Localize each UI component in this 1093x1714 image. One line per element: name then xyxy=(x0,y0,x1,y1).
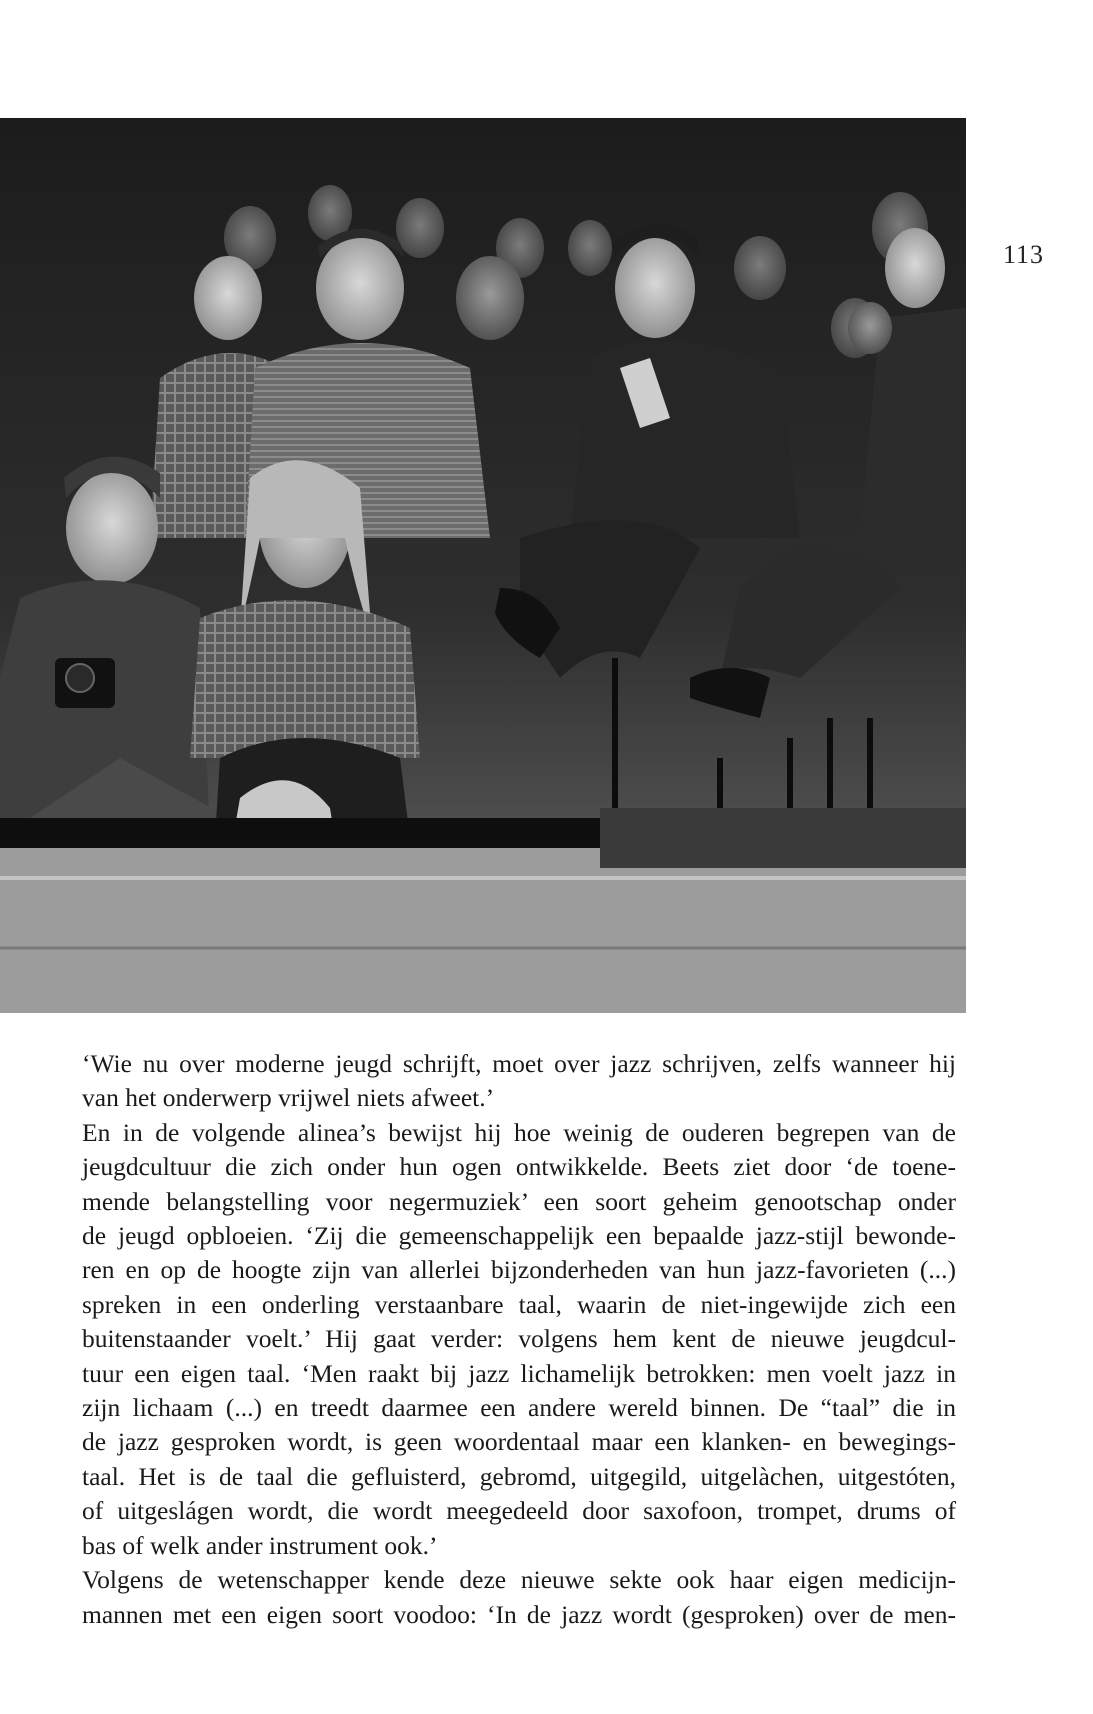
text-line: mannen met een eigen soort voodoo: ‘In de jazz wordt (gesproken) over de men- xyxy=(82,1599,956,1629)
photo-audience-icon xyxy=(0,118,966,1013)
body-text xyxy=(82,1047,956,1632)
text-line: tuur een eigen taal. ‘Men raakt bij jazz lichamelijk betrokken: men voelt jazz in xyxy=(82,1358,956,1388)
text-line: taal. Het is de taal die gefluisterd, gebromd, uitgegild, uitgelàchen, uitgestóten, xyxy=(82,1461,956,1491)
text-line: de jeugd opbloeien. ‘Zij die gemeenschappelijk een bepaalde jazz-stijl bewonde- xyxy=(82,1221,956,1251)
paragraph-1 xyxy=(82,1047,956,1116)
text-line: van het onderwerp vrijwel niets afweet.’ xyxy=(82,1083,495,1113)
text-line: zijn lichaam (...) en treedt daarmee een andere wereld binnen. De “taal” die in xyxy=(82,1393,956,1423)
text-line: spreken in een onderling verstaanbare taal, waarin de niet-ingewijde zich een xyxy=(82,1289,956,1319)
text-line: jeugdcultuur die zich onder hun ogen ontwikkelde. Beets ziet door ‘de toene- xyxy=(82,1152,956,1182)
text-line: Volgens de wetenschapper kende deze nieuwe sekte ook haar eigen medicijn- xyxy=(82,1565,956,1595)
text-line: de jazz gesproken wordt, is geen woordentaal maar een klanken- en bewegings- xyxy=(82,1427,956,1457)
text-line: buitenstaander voelt.’ Hij gaat verder: volgens hem kent de nieuwe jeugdcul- xyxy=(82,1324,956,1354)
paragraph-2 xyxy=(82,1116,956,1563)
page-number: 113 xyxy=(1003,240,1045,269)
audience-photo xyxy=(0,118,966,1013)
text-line: ren en op de hoogte zijn van allerlei bijzonderheden van hun jazz-favorieten (...) xyxy=(82,1255,956,1285)
paragraph-3 xyxy=(82,1563,956,1632)
text-line: bas of welk ander instrument ook.’ xyxy=(82,1530,438,1560)
text-line: mende belangstelling voor negermuziek’ een soort geheim genootschap onder xyxy=(82,1186,956,1216)
text-line: of uitgeslágen wordt, die wordt meegedeeld door saxofoon, trompet, drums of xyxy=(82,1496,956,1526)
text-line: En in de volgende alinea’s bewijst hij hoe weinig de ouderen begrepen van de xyxy=(82,1117,956,1147)
text-line: ‘Wie nu over moderne jeugd schrijft, moet over jazz schrijven, zelfs wanneer hij xyxy=(82,1049,956,1078)
